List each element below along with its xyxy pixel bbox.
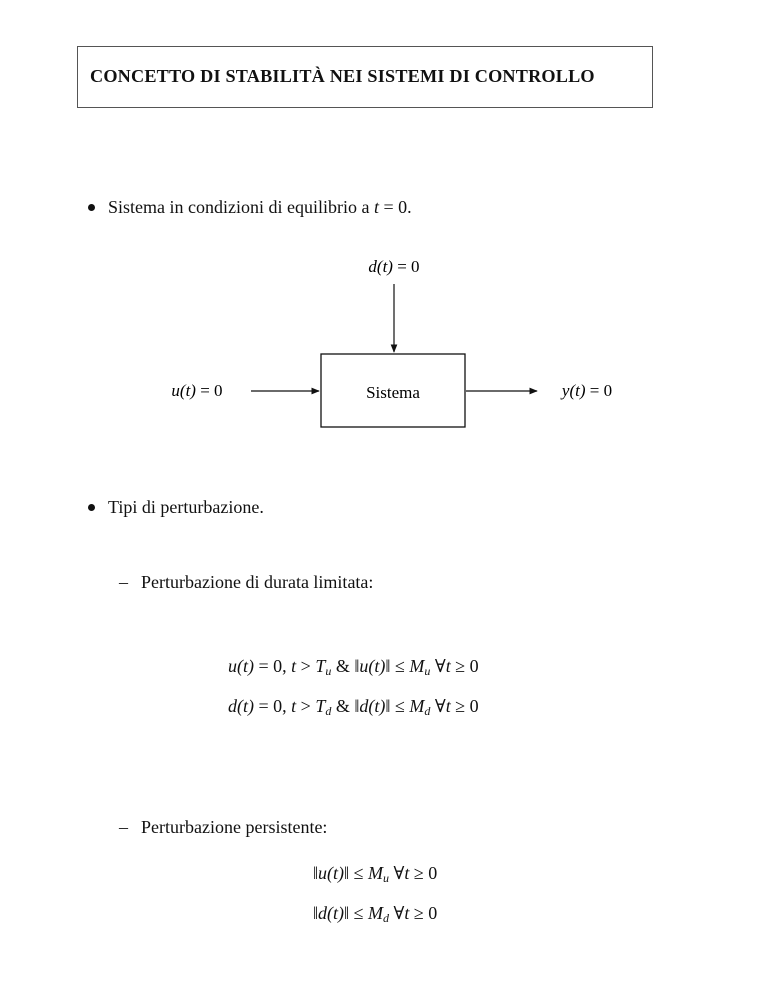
eq-M: M — [409, 656, 425, 676]
eq-tail: ≥ 0 — [409, 903, 438, 923]
eq-norm: ‖d(t)‖ — [313, 903, 350, 923]
input-var: u(t) — [171, 381, 196, 400]
disturbance-label — [368, 257, 419, 276]
eq-forall: ∀ — [389, 903, 405, 923]
eq-var: u(t) — [228, 656, 254, 676]
eq-t2: t — [445, 656, 451, 676]
subitem-limited-duration — [119, 573, 373, 591]
disturbance-val: = 0 — [392, 257, 420, 276]
dash-marker: – — [119, 572, 128, 592]
eq-t: t — [404, 903, 410, 923]
input-label — [171, 381, 222, 400]
eq-M: M — [368, 863, 383, 883]
eq-norm: ‖u(t)‖ — [313, 863, 350, 883]
subitem-limited-duration-text: Perturbazione di durata limitata: — [141, 572, 374, 592]
eq-t: t — [291, 656, 297, 676]
bullet-equilibrium-rest: = 0. — [378, 197, 412, 217]
eq-gt: > — [296, 656, 316, 676]
eq-leq: ≤ — [349, 863, 368, 883]
eq-M-sub: u — [424, 664, 431, 678]
eq-amp: & — [331, 696, 355, 716]
eq-T-sub: u — [325, 664, 332, 678]
eq-leq: ≤ — [390, 696, 410, 716]
eq-leq: ≤ — [390, 656, 410, 676]
eq-tail: ≥ 0 — [450, 696, 479, 716]
eq-t: t — [291, 696, 297, 716]
equation-d-persistent — [313, 904, 437, 924]
eq-T-sub: d — [325, 704, 332, 718]
dash-marker: – — [119, 817, 128, 837]
bullet-dot-icon — [88, 504, 95, 511]
system-block-label: Sistema — [366, 383, 420, 402]
eq-part: = 0, — [254, 696, 292, 716]
eq-t: t — [404, 863, 410, 883]
eq-M-sub: d — [424, 704, 431, 718]
eq-gt: > — [296, 696, 316, 716]
eq-leq: ≤ — [349, 903, 368, 923]
eq-amp: & — [331, 656, 355, 676]
eq-norm: ‖u(t)‖ — [354, 656, 391, 676]
subitem-persistent — [119, 818, 327, 836]
eq-forall: ∀ — [389, 863, 405, 883]
bullet-perturbation-types-text: Tipi di perturbazione. — [108, 497, 264, 517]
eq-norm: ‖d(t)‖ — [354, 696, 391, 716]
output-val: = 0 — [585, 381, 613, 400]
eq-M: M — [368, 903, 383, 923]
equation-u-limited — [228, 657, 479, 677]
bullet-equilibrium-text: Sistema in condizioni di equilibrio a — [108, 197, 374, 217]
eq-tail: ≥ 0 — [409, 863, 438, 883]
eq-var: d(t) — [228, 696, 254, 716]
eq-tail: ≥ 0 — [450, 656, 479, 676]
input-val: = 0 — [195, 381, 223, 400]
eq-forall: ∀ — [430, 656, 446, 676]
eq-t2: t — [445, 696, 451, 716]
eq-part: = 0, — [254, 656, 292, 676]
equation-d-limited — [228, 697, 479, 717]
bullet-equilibrium-var: t — [373, 197, 379, 217]
eq-M-sub: d — [383, 911, 389, 925]
equation-u-persistent — [313, 864, 437, 884]
eq-forall: ∀ — [430, 696, 446, 716]
eq-T: T — [315, 696, 326, 716]
output-label — [560, 381, 612, 400]
eq-M-sub: u — [383, 871, 389, 885]
eq-M: M — [409, 696, 425, 716]
disturbance-var: d(t) — [368, 257, 393, 276]
subitem-persistent-text: Perturbazione persistente: — [141, 817, 328, 837]
page-title: CONCETTO DI STABILITÀ NEI SISTEMI DI CONTROLLO — [90, 66, 595, 86]
eq-T: T — [315, 656, 326, 676]
bullet-perturbation-types — [108, 498, 264, 516]
output-var: y(t) — [561, 381, 586, 400]
